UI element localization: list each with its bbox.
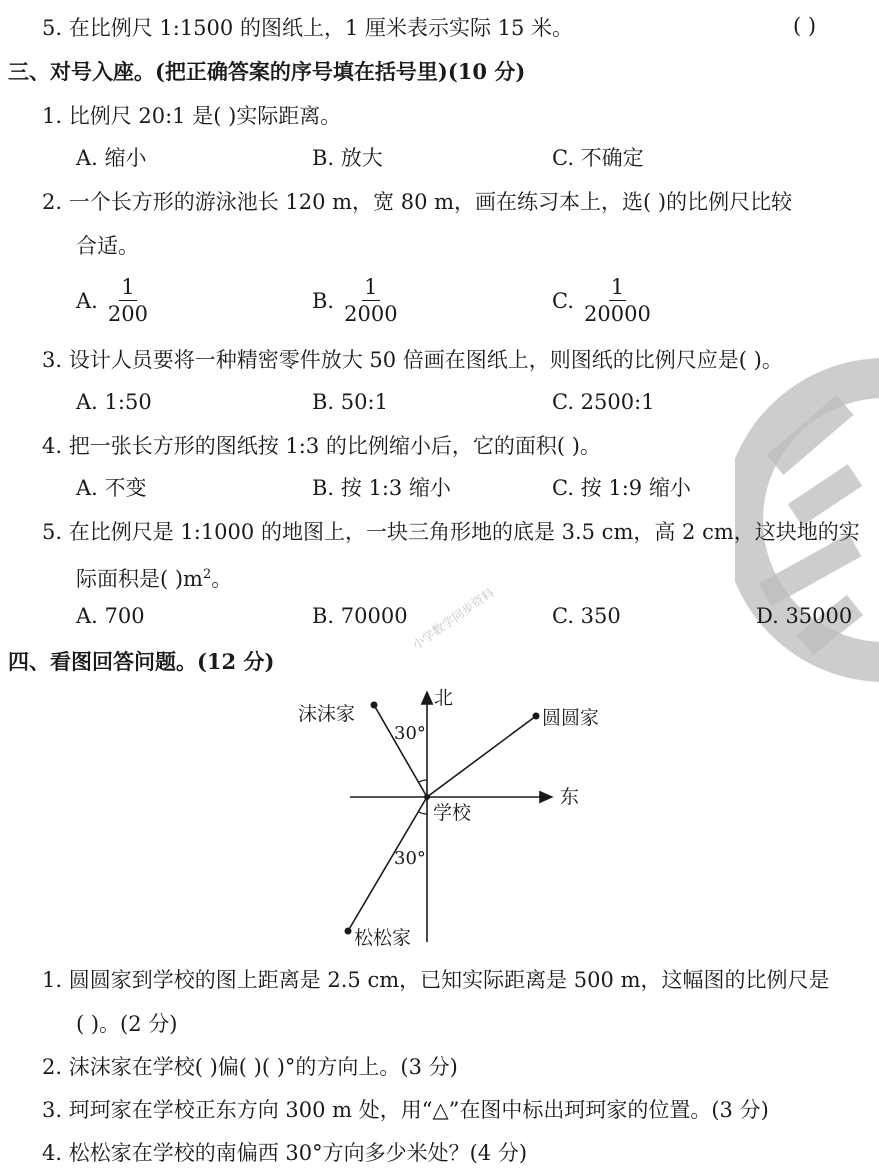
ray-momo [374, 705, 427, 797]
watermark-text: 小学数学同步资料 [409, 585, 497, 653]
direction-diagram [290, 680, 630, 955]
q5-superscript: 2 [202, 567, 212, 582]
top-question-5: 5. 在比例尺 1:1500 的图纸上，1 厘米表示实际 15 米。 [42, 16, 574, 40]
s4-question-1-line1: 1. 圆圆家到学校的图上距离是 2.5 cm，已知实际距离是 500 m，这幅图的比例尺是 [42, 968, 830, 992]
label-yuanyuan-home: 圆圆家 [542, 707, 600, 729]
label-east: 东 [560, 786, 580, 808]
section-4-title: 四、看图回答问题。(12 分) [8, 649, 275, 674]
fraction-numerator: 1 [364, 275, 378, 299]
s3-q3-option-a: A. 1:50 [76, 390, 152, 414]
s3-question-5-line1: 5. 在比例尺是 1:1000 的地图上，一块三角形地的底是 3.5 cm，高 2 cm，这块地的实 [42, 520, 860, 544]
s4-question-3: 3. 珂珂家在学校正东方向 300 m 处，用“△”在图中标出珂珂家的位置。(3 分) [42, 1098, 769, 1122]
q5-line2-end: 。 [211, 567, 233, 591]
ray-yuanyuan [427, 716, 536, 797]
s3-q2-option-a [76, 274, 148, 327]
section-3-title: 三、对号入座。(把正确答案的序号填在括号里)(10 分) [8, 59, 526, 84]
s4-question-2: 2. 沫沫家在学校( )偏( )( )°的方向上。(3 分) [42, 1055, 458, 1079]
s3-q4-option-c: C. 按 1:9 缩小 [552, 476, 691, 500]
label-north: 北 [434, 687, 454, 709]
label-angle-bottom: 30° [394, 848, 426, 869]
angle-arc-bottom [418, 812, 427, 814]
fraction-denominator: 20000 [584, 302, 651, 326]
s4-question-1-line2: ( )。(2 分) [76, 1012, 178, 1036]
s3-q3-option-b: B. 50:1 [312, 390, 388, 414]
s3-question-2-line1: 2. 一个长方形的游泳池长 120 m，宽 80 m，画在练习本上，选( )的比例尺比较 [42, 190, 793, 214]
s3-q5-option-d: D. 35000 [756, 604, 853, 628]
s4-question-4: 4. 松松家在学校的南偏西 30°方向多少米处？(4 分) [42, 1141, 528, 1165]
s3-q1-option-c: C. 不确定 [552, 146, 644, 170]
s3-q2-option-c [552, 274, 651, 327]
fraction-denominator: 200 [107, 302, 148, 326]
s3-question-5-line2 [76, 561, 232, 593]
point-school [424, 794, 430, 800]
point-songsong [345, 928, 352, 935]
answer-paren: ( ) [793, 14, 817, 38]
fraction-denominator: 2000 [344, 302, 398, 326]
option-label: B. [312, 288, 335, 313]
s3-q5-option-a: A. 700 [76, 604, 145, 628]
label-school: 学校 [433, 802, 472, 824]
angle-arc-top [419, 780, 428, 782]
s3-q4-option-a: A. 不变 [76, 476, 147, 500]
s3-q2-option-b [312, 274, 398, 327]
q5-line2-text: 际面积是( )m [76, 567, 203, 591]
point-yuanyuan [533, 713, 540, 720]
label-momo-home: 沫沫家 [298, 703, 356, 725]
s3-question-4: 4. 把一张长方形的图纸按 1:3 的比例缩小后，它的面积( )。 [42, 434, 601, 458]
s3-question-1: 1. 比例尺 20:1 是( )实际距离。 [42, 104, 342, 128]
label-angle-top: 30° [394, 723, 426, 744]
s3-question-3: 3. 设计人员要将一种精密零件放大 50 倍画在图纸上，则图纸的比例尺应是( )。 [42, 348, 783, 372]
s3-question-2-line2: 合适。 [76, 234, 139, 258]
s3-q5-option-b: B. 70000 [312, 604, 408, 628]
s3-q5-option-c: C. 350 [552, 604, 621, 628]
fraction-numerator: 1 [121, 275, 135, 299]
s3-q1-option-b: B. 放大 [312, 146, 383, 170]
point-momo [371, 702, 378, 709]
s3-q3-option-c: C. 2500:1 [552, 390, 655, 414]
fraction-numerator: 1 [610, 275, 625, 299]
option-label: A. [76, 288, 98, 313]
option-label: C. [552, 288, 574, 313]
label-songsong-home: 松松家 [354, 927, 412, 949]
s3-q1-option-a: A. 缩小 [76, 146, 147, 170]
s3-q4-option-b: B. 按 1:3 缩小 [312, 476, 451, 500]
